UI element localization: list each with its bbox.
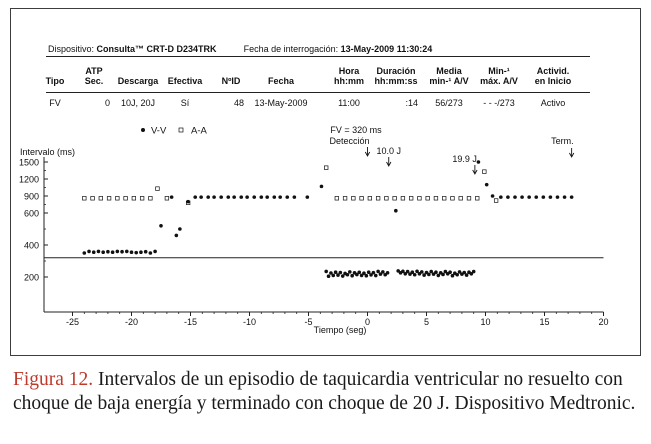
interrogation-label: Fecha de interrogación:	[243, 44, 339, 54]
col-header-media: Media min-¹ A/V	[429, 66, 469, 86]
vv-point	[542, 195, 546, 199]
vv-point	[101, 250, 105, 254]
aa-point	[124, 196, 128, 200]
aa-point	[156, 187, 160, 191]
col-header-nid: NºID	[221, 76, 241, 86]
col-header-duracion: Duración hh:mm:ss	[374, 66, 418, 86]
vv-point	[139, 250, 143, 254]
aa-point	[385, 196, 389, 200]
vv-point	[134, 251, 138, 255]
col-header-hora: Hora hh:mm	[334, 66, 364, 86]
y-axis-label: Intervalo (ms)	[20, 147, 76, 157]
legend-label-aa: A-A	[191, 125, 207, 137]
vv-point	[348, 270, 352, 274]
vv-point	[278, 195, 282, 199]
x-tick-label: 0	[364, 317, 371, 327]
aa-point	[475, 196, 479, 200]
vv-point	[465, 273, 469, 277]
col-header-minmax: Min-¹ máx. A/V	[480, 66, 518, 86]
vv-point	[441, 273, 445, 277]
vv-point	[472, 270, 476, 274]
aa-point	[393, 196, 397, 200]
cell-descarga: 10J, 20J	[120, 98, 156, 108]
vv-point	[434, 270, 438, 274]
vv-point	[570, 195, 574, 199]
annotation-label: Detección	[329, 136, 370, 146]
aa-point	[140, 196, 144, 200]
vv-point	[513, 195, 517, 199]
annotation-label: 19.9 J	[452, 154, 477, 164]
vv-point	[324, 270, 328, 274]
vv-point	[339, 271, 343, 275]
vv-point	[506, 195, 510, 199]
caption-text: Intervalos de un episodio de taquicardia ventricular no resuelto con choque de baja energía y terminado con choque de 20 J. Dispositivo Medtronic.	[13, 369, 636, 414]
vv-point	[206, 195, 210, 199]
aa-point	[324, 166, 328, 170]
vv-point	[491, 194, 495, 198]
vv-point	[125, 250, 129, 254]
aa-point	[368, 196, 372, 200]
vv-point	[186, 200, 190, 204]
aa-point	[149, 196, 153, 200]
annotation-label: Term.	[551, 136, 574, 146]
vv-point	[520, 195, 524, 199]
cell-nid: 48	[233, 98, 244, 108]
cell-actividad: Activo	[540, 98, 566, 108]
vv-point	[477, 160, 481, 164]
aa-point	[483, 170, 487, 174]
vv-point	[178, 227, 182, 231]
vv-point	[226, 195, 230, 199]
vv-point	[130, 250, 134, 254]
aa-point	[376, 196, 380, 200]
aa-point	[107, 196, 111, 200]
cell-efectiva: Sí	[180, 98, 190, 108]
aa-point	[494, 199, 498, 203]
vv-point	[92, 250, 96, 254]
device-value: Consulta™ CRT-D D234TRK	[96, 44, 217, 54]
cell-media: 56/273	[435, 98, 463, 108]
vv-point	[159, 224, 163, 228]
aa-point	[352, 196, 356, 200]
vv-point	[331, 274, 335, 278]
vv-point	[365, 274, 369, 278]
vv-point	[394, 209, 398, 213]
cell-atp: 0	[104, 98, 110, 108]
y-tick-label: 900	[23, 191, 39, 202]
x-tick-label: -15	[183, 317, 198, 327]
vv-point	[245, 195, 249, 199]
vv-point	[120, 250, 124, 254]
vv-point	[556, 195, 560, 199]
chart-axes	[19, 157, 609, 327]
vv-point	[193, 195, 197, 199]
vv-point	[260, 195, 264, 199]
y-tick-label: 400	[23, 240, 39, 251]
legend-label-vv: V-V	[151, 125, 167, 137]
caption-figure-label: Figura 12.	[13, 369, 94, 390]
aa-point	[91, 196, 95, 200]
vv-point	[346, 273, 350, 277]
vv-point	[111, 250, 115, 254]
vv-point	[232, 195, 236, 199]
vv-point	[306, 195, 310, 199]
vv-point	[374, 274, 378, 278]
vv-point	[272, 195, 276, 199]
fv-line-label: FV = 320 ms	[330, 125, 382, 135]
aa-point	[442, 196, 446, 200]
aa-point	[343, 196, 347, 200]
legend	[141, 126, 208, 137]
col-header-efectiva: Efectiva	[167, 76, 203, 86]
cell-fecha: 13-May-2009	[254, 98, 308, 108]
vv-point	[170, 195, 174, 199]
vv-point	[320, 185, 324, 189]
legend-marker-vv	[141, 128, 145, 132]
annotation-label: 10.0 J	[376, 146, 402, 156]
vv-point	[367, 270, 371, 274]
vv-point	[549, 195, 553, 199]
vv-point	[327, 274, 331, 278]
annotations	[329, 136, 573, 174]
vv-point	[219, 195, 223, 199]
vv-point	[413, 273, 417, 277]
x-tick-label: 5	[423, 317, 430, 327]
cell-duracion: :14	[405, 98, 418, 108]
vv-point	[87, 250, 91, 254]
vv-point	[420, 270, 424, 274]
vv-point	[97, 250, 101, 254]
aa-point	[165, 196, 169, 200]
aa-point	[409, 196, 413, 200]
vv-point	[265, 195, 269, 199]
cell-minmax: - - -/273	[483, 98, 515, 108]
aa-point	[418, 196, 422, 200]
vv-point	[455, 273, 459, 277]
device-label: Dispositivo:	[48, 44, 95, 54]
vv-point	[285, 195, 289, 199]
y-tick-label: 200	[23, 272, 39, 283]
vv-point	[293, 195, 297, 199]
vv-point	[153, 250, 157, 254]
vv-point	[212, 195, 216, 199]
interrogation-value: 13-May-2009 11:30:24	[340, 44, 433, 54]
col-header-fecha: Fecha	[267, 76, 294, 86]
vv-point	[144, 250, 148, 254]
vv-point	[106, 250, 110, 254]
col-header-tipo: Tipo	[45, 76, 65, 86]
legend-marker-aa	[179, 128, 183, 132]
vv-point	[334, 270, 338, 274]
y-tick-label: 1200	[18, 174, 39, 185]
aa-point	[360, 196, 364, 200]
x-tick-label: -25	[65, 317, 80, 327]
x-tick-label: 10	[480, 317, 491, 327]
vv-point	[427, 273, 431, 277]
aa-point	[116, 196, 120, 200]
aa-point	[434, 196, 438, 200]
vv-point	[527, 195, 531, 199]
vv-point	[252, 195, 256, 199]
figure-caption	[13, 368, 639, 416]
aa-point	[459, 196, 463, 200]
x-tick-label: -20	[124, 317, 139, 327]
vv-point	[485, 183, 489, 187]
aa-point	[467, 196, 471, 200]
col-header-atp: ATP Sec.	[84, 66, 104, 86]
vv-point	[199, 195, 203, 199]
aa-point	[401, 196, 405, 200]
x-tick-label: -5	[304, 317, 313, 327]
chart-overlay	[20, 125, 574, 335]
aa-point	[132, 196, 136, 200]
col-header-actividad: Activid. en Inicio	[534, 66, 572, 86]
chart-marks	[83, 160, 574, 278]
col-header-descarga: Descarga	[117, 76, 159, 86]
vv-point	[239, 195, 243, 199]
x-tick-label: -10	[242, 317, 257, 327]
vv-point	[357, 271, 361, 275]
vv-point	[386, 271, 390, 275]
vv-point	[350, 274, 354, 278]
vv-point	[175, 234, 179, 238]
vv-point	[563, 195, 567, 199]
vv-point	[381, 270, 385, 274]
vv-point	[499, 195, 503, 199]
vv-point	[534, 195, 538, 199]
aa-point	[335, 196, 339, 200]
aa-point	[426, 196, 430, 200]
aa-point	[83, 196, 87, 200]
aa-point	[451, 196, 455, 200]
y-tick-label: 600	[23, 208, 39, 219]
x-tick-label: 15	[539, 317, 550, 327]
vv-point	[116, 250, 120, 254]
vv-point	[149, 251, 153, 255]
vv-point	[83, 251, 87, 255]
y-tick-label: 1500	[18, 157, 39, 168]
vv-point	[376, 270, 380, 274]
vv-point	[372, 271, 376, 275]
aa-point	[99, 196, 103, 200]
x-axis-label: Tiempo (seg)	[313, 325, 367, 335]
cell-tipo: FV	[49, 98, 61, 108]
x-tick-label: 20	[598, 317, 609, 327]
vv-point	[448, 270, 452, 274]
cell-hora: 11:00	[338, 98, 360, 108]
